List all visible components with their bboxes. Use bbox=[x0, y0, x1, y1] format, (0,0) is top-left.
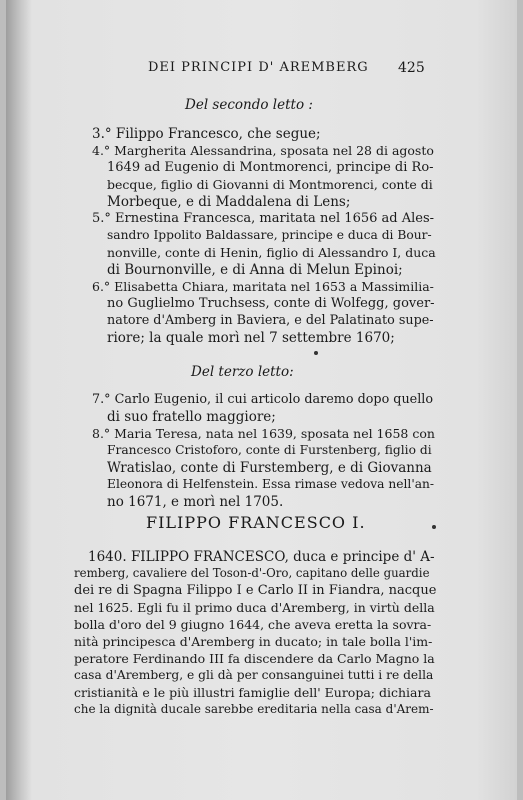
list-item-continuation: di suo fratello maggiore; bbox=[107, 409, 276, 425]
list-item: 8.° Maria Teresa, nata nel 1639, sposata nel 1658 con bbox=[92, 426, 435, 441]
paragraph-line: cristianità e le più illustri famiglie dell' Europa; dichiara bbox=[74, 685, 431, 700]
section-title: FILIPPO FRANCESCO I. bbox=[146, 513, 366, 532]
list-item-continuation: Francesco Cristoforo, conte di Furstenberg, figlio di bbox=[107, 443, 432, 457]
paragraph-line: nel 1625. Egli fu il primo duca d'Aremberg, in virtù della bbox=[74, 600, 435, 615]
list-item: 7.° Carlo Eugenio, il cui articolo daremo dopo quello bbox=[92, 392, 434, 407]
list-item-continuation: riore; la quale morì nel 7 settembre 1670; bbox=[107, 330, 395, 346]
list-item: 3.° Filippo Francesco, che segue; bbox=[92, 126, 321, 142]
list-item-continuation: Wratislao, conte di Furstemberg, e di Giovanna bbox=[107, 460, 432, 476]
list-item-continuation: no 1671, e morì nel 1705. bbox=[107, 494, 284, 510]
list-item-continuation: Morbeque, e di Maddalena di Lens; bbox=[107, 194, 351, 210]
paragraph-line: peratore Ferdinando III fa discendere da Carlo Magno la bbox=[74, 651, 435, 666]
list-item: 4.° Margherita Alessandrina, sposata nel 28 di agosto bbox=[92, 143, 434, 158]
list-item-continuation: natore d'Amberg in Baviera, e del Palatinato supe- bbox=[107, 313, 434, 328]
list-item-continuation: becque, figlio di Giovanni di Montmorenci, conte di bbox=[107, 177, 433, 192]
paragraph-line: nità principesca d'Aremberg in ducato; in tale bolla l'im- bbox=[74, 634, 433, 649]
list-item: 6.° Elisabetta Chiara, maritata nel 1653 a Massimilia- bbox=[92, 279, 434, 294]
list-item-continuation: nonville, conte di Henin, figlio di Alessandro I, duca bbox=[107, 245, 436, 260]
paragraph-line: casa d'Aremberg, e gli dà per consanguinei tutti i re della bbox=[74, 668, 434, 682]
page-number: 425 bbox=[398, 60, 425, 76]
list-item: 5.° Ernestina Francesca, maritata nel 1656 ad Ales- bbox=[92, 211, 435, 226]
paragraph-line: dei re di Spagna Filippo I e Carlo II in Fiandra, nacque bbox=[74, 583, 436, 598]
list-item-continuation: Eleonora di Helfenstein. Essa rimase vedova nell'an- bbox=[107, 477, 435, 491]
subhead-second-marriage: Del secondo letto : bbox=[185, 97, 313, 113]
paragraph-line: bolla d'oro del 9 giugno 1644, che aveva eretta la sovra- bbox=[74, 617, 432, 632]
paragraph-line: 1640. FILIPPO FRANCESCO, duca e principe d' A- bbox=[88, 549, 435, 565]
page-gutter-shadow bbox=[6, 0, 32, 800]
list-item-continuation: no Guglielmo Truchsess, conte di Wolfegg, gover- bbox=[107, 296, 435, 311]
paragraph-line: che la dignità ducale sarebbe ereditaria nella casa d'Arem- bbox=[74, 702, 434, 716]
list-item-continuation: di Bournonville, e di Anna di Melun Epinoi; bbox=[107, 262, 403, 278]
subhead-third-marriage: Del terzo letto: bbox=[191, 364, 294, 380]
running-head: DEI PRINCIPI D' AREMBERG bbox=[148, 60, 369, 75]
paragraph-line: remberg, cavaliere del Toson-d'-Oro, capitano delle guardie bbox=[74, 566, 430, 580]
list-item-continuation: sandro Ippolito Baldassare, principe e duca di Bour- bbox=[107, 228, 432, 242]
ink-speck bbox=[432, 525, 436, 529]
ink-speck bbox=[314, 351, 318, 355]
list-item-continuation: 1649 ad Eugenio di Montmorenci, principe di Ro- bbox=[107, 160, 434, 175]
